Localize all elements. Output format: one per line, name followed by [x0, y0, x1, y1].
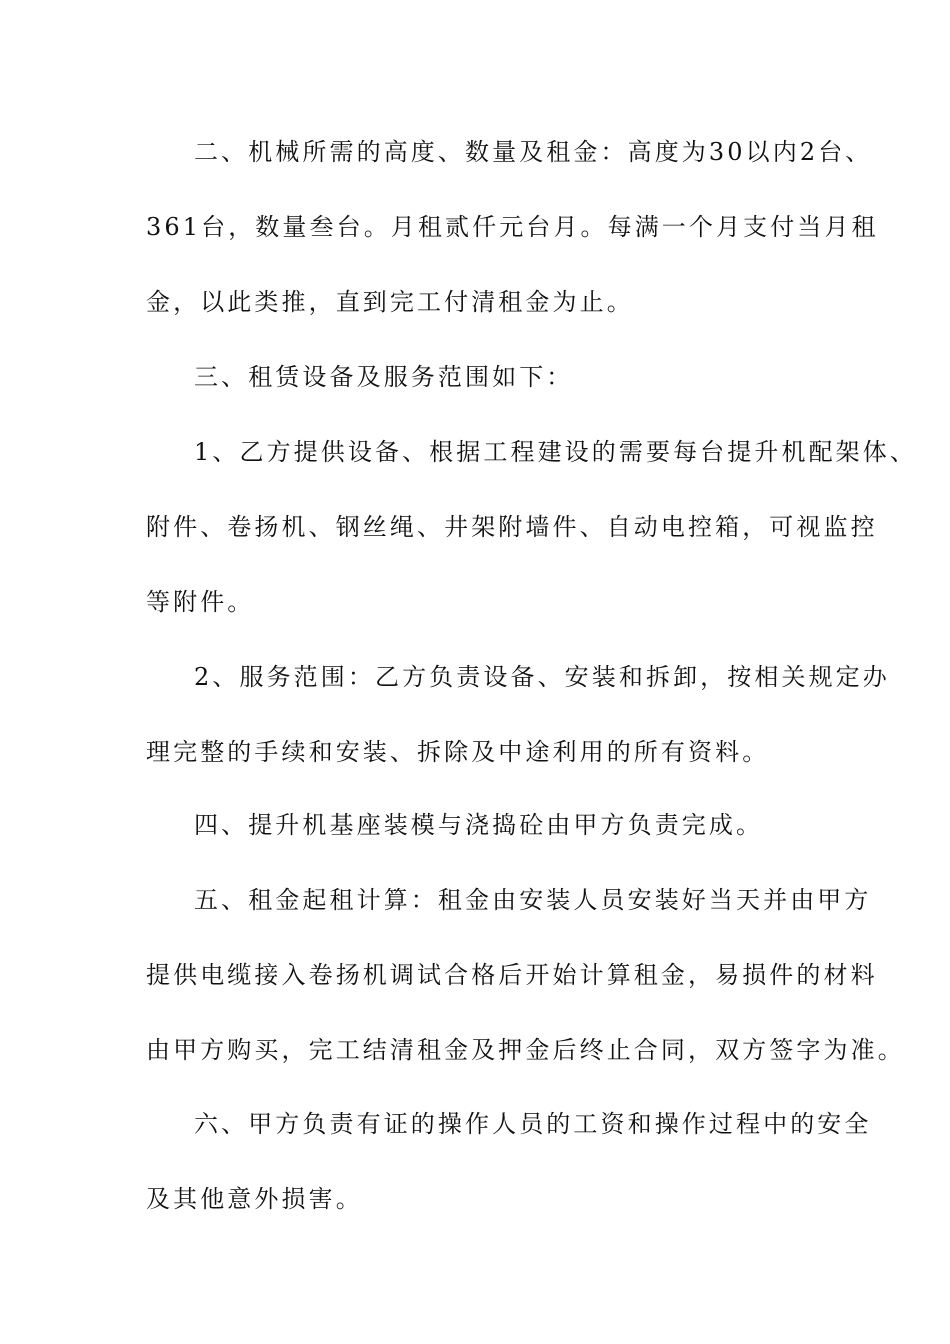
section-5-line-3: 由甲方购买，完工结清租金及押金后终止合同，双方签字为准。: [146, 1036, 905, 1064]
item-1-line-1: 1、乙方提供设备、根据工程建设的需要每台提升机配架体、: [194, 438, 917, 466]
section-5-line-2: 提供电缆接入卷扬机调试合格后开始计算租金，易损件的材料: [146, 961, 878, 989]
section-6-line-1: 六、甲方负责有证的操作人员的工资和操作过程中的安全: [194, 1110, 872, 1138]
section-2-line-2: 361台，数量叁台。月租贰仟元台月。每满一个月支付当月租: [146, 213, 879, 241]
section-2-line-1: 二、机械所需的高度、数量及租金：高度为30以内2台、: [194, 138, 873, 166]
section-5-line-1: 五、租金起租计算：租金由安装人员安装好当天并由甲方: [194, 886, 872, 914]
section-4-line: 四、提升机基座装模与浇捣砼由甲方负责完成。: [194, 811, 764, 839]
item-1-line-3: 等附件。: [146, 588, 255, 616]
item-2-line-1: 2、服务范围：乙方负责设备、安装和拆卸，按相关规定办: [194, 663, 890, 691]
section-3-heading: 三、租赁设备及服务范围如下：: [194, 363, 574, 391]
section-2-line-3: 金，以此类推，直到完工付清租金为止。: [146, 288, 634, 316]
item-2-line-2: 理完整的手续和安装、拆除及中途利用的所有资料。: [146, 738, 770, 766]
item-1-line-2: 附件、卷扬机、钢丝绳、井架附墙件、自动电控箱，可视监控: [146, 513, 878, 541]
section-6-line-2: 及其他意外损害。: [146, 1185, 363, 1213]
